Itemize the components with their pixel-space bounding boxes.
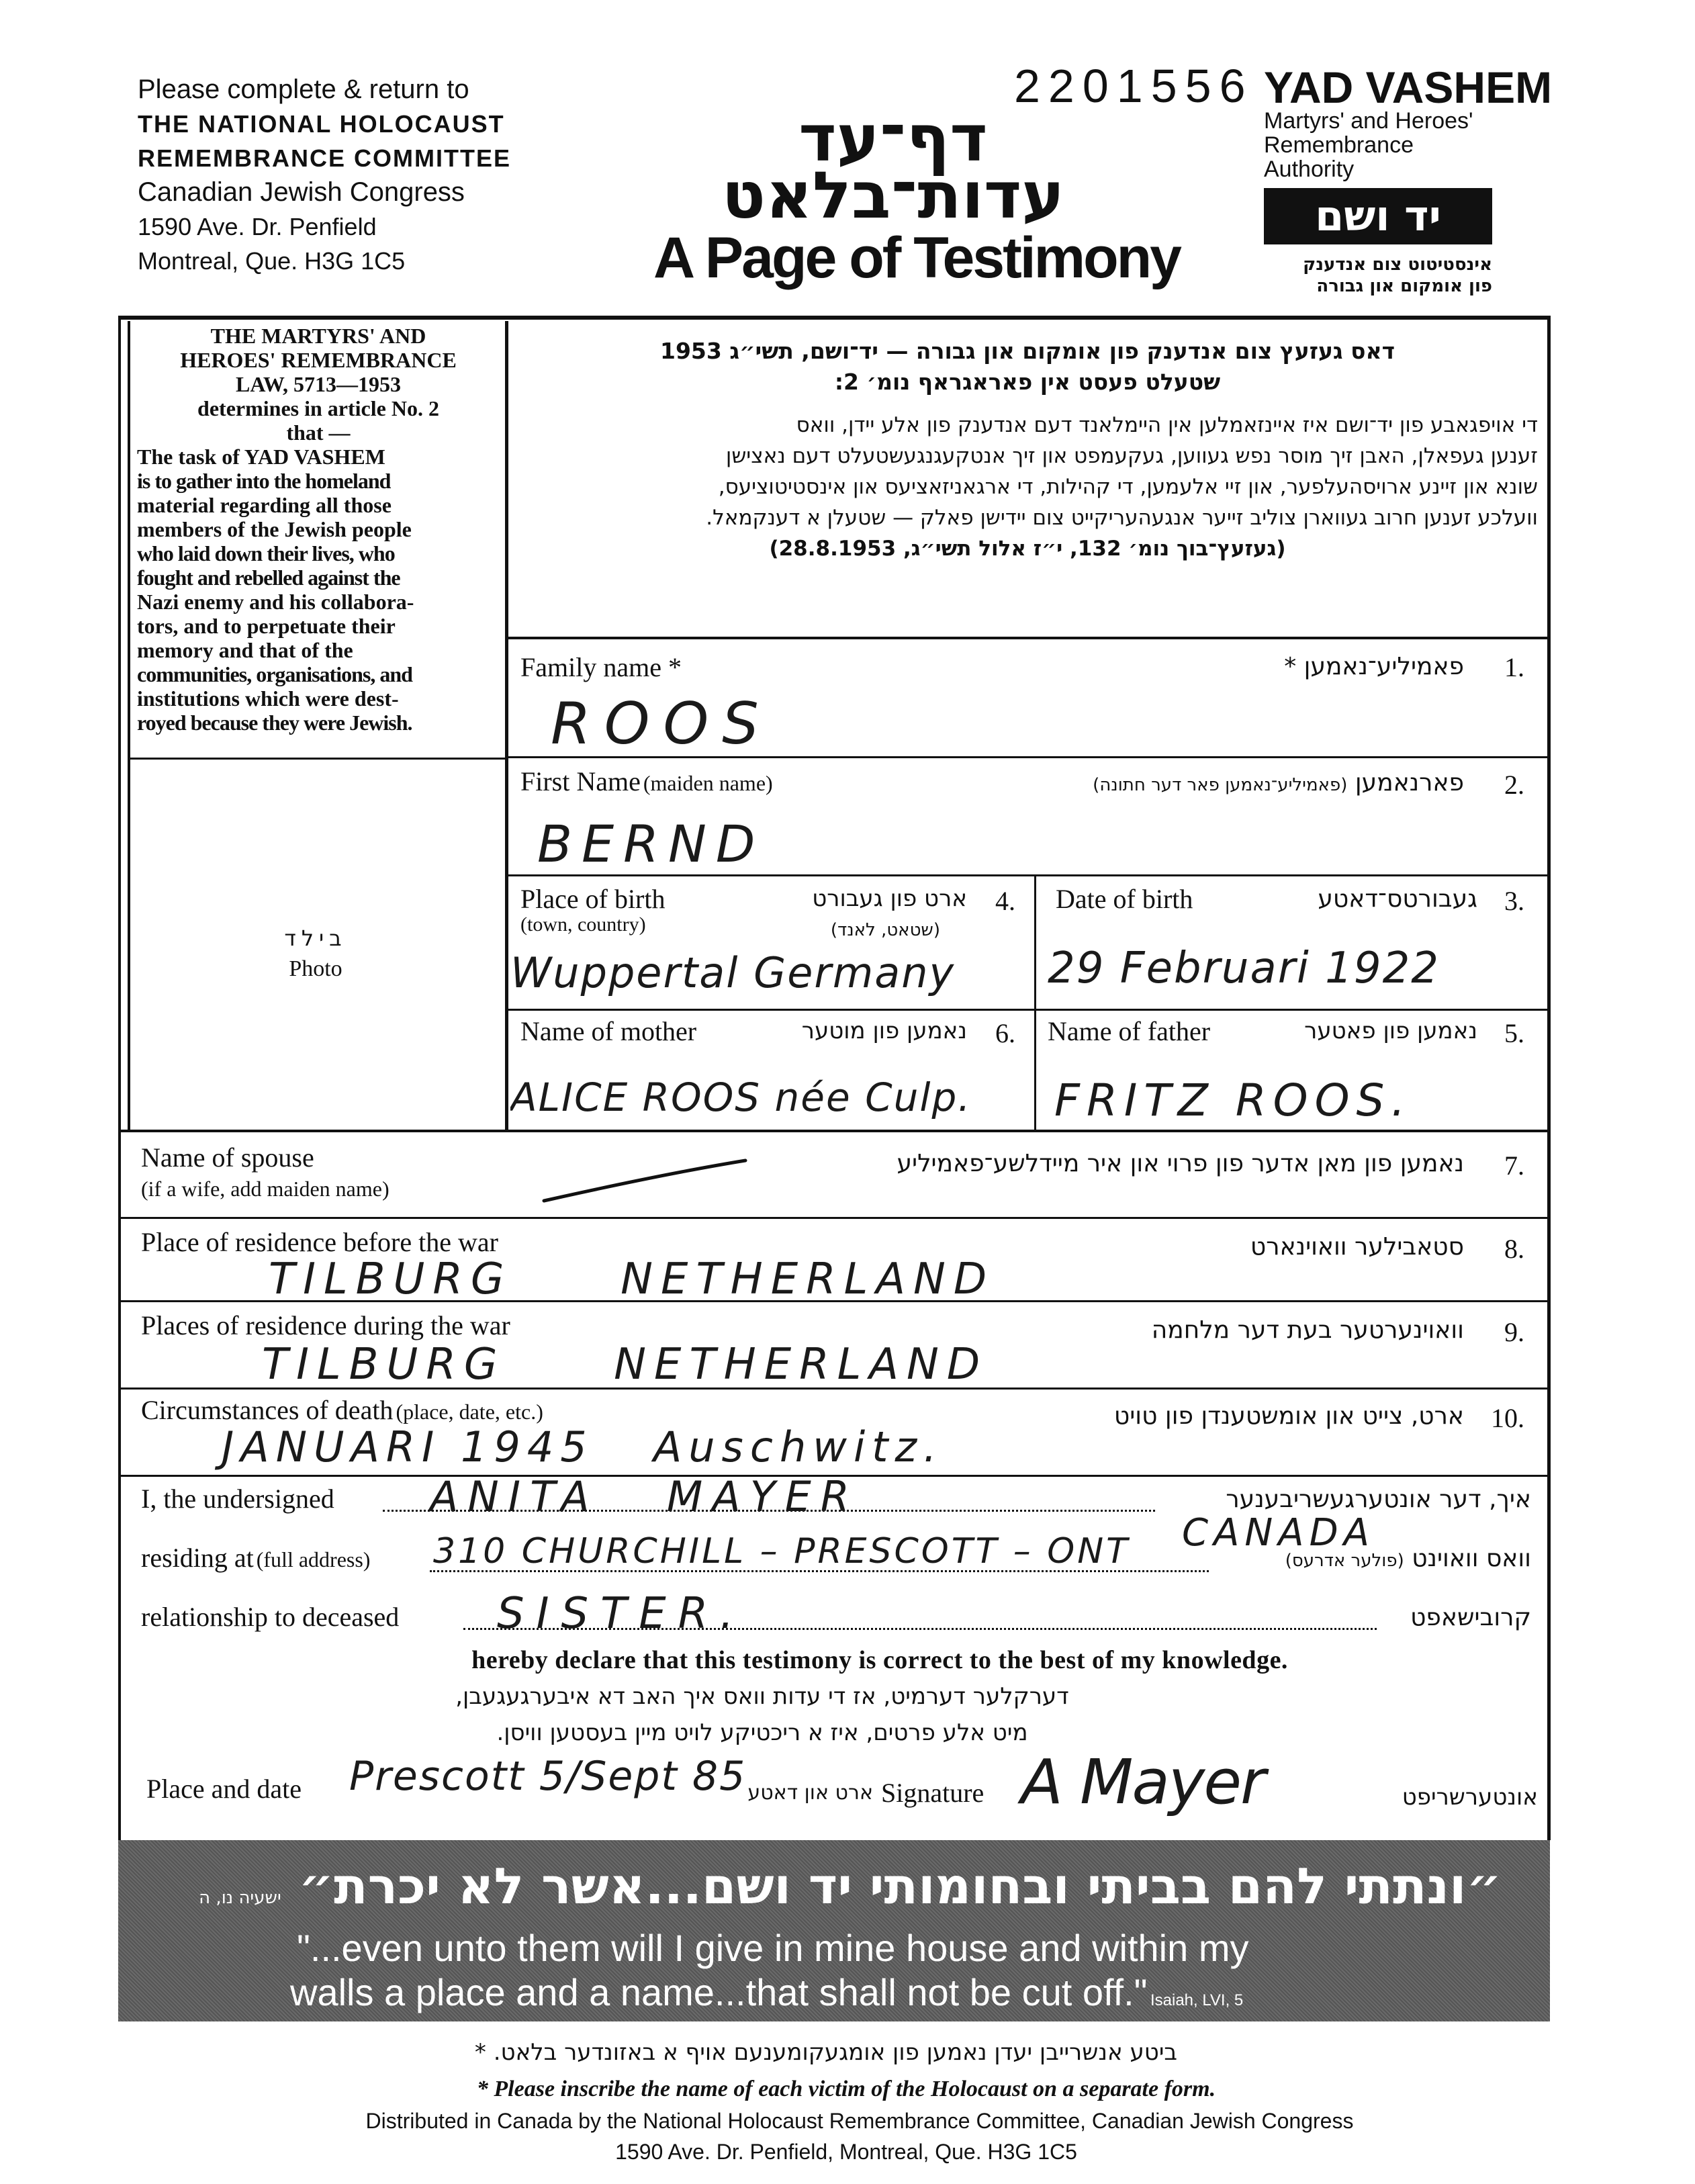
footer-yiddish (363, 2039, 1289, 2066)
law-line: tors, and to perpetuate their (137, 614, 396, 638)
death-circumstances-label-group (141, 1394, 543, 1426)
scripture-banner (118, 1840, 1550, 2021)
residing-label-small: (full address) (256, 1547, 371, 1572)
family-name-yiddish: פאמיליע־נאמען * (1284, 653, 1464, 680)
residence-before-yiddish: סטאבילער וואוינארט (1250, 1233, 1464, 1261)
mother-name-value[interactable]: ALICE ROOS née Culp. (510, 1075, 972, 1120)
return-line: Please complete & return to (138, 75, 469, 104)
family-name-value[interactable]: ROOS (551, 690, 772, 758)
institute-yiddish (1264, 254, 1492, 297)
return-line: THE NATIONAL HOLOCAUST (138, 110, 505, 138)
spouse-yiddish: נאמען פון מאן אדער פון פרוי און איר מיידלשע־פאמיליע (897, 1150, 1464, 1177)
frame-right (1547, 316, 1551, 1840)
relationship-label: relationship to deceased (141, 1602, 400, 1632)
first-name-yiddish-small: (פאמיליע־נאמען פאר דער חתונה) (1093, 775, 1348, 795)
mother-name-label: Name of mother (520, 1016, 697, 1046)
address-value[interactable]: 310 CHURCHILL – PRESCOTT – ONT (433, 1531, 1130, 1572)
residing-label-group (141, 1542, 370, 1574)
signature-yiddish: אונטערשריפט (1402, 1784, 1538, 1811)
field-number-2: 2. (1504, 770, 1524, 800)
relationship-yiddish: קרובישאפט (1410, 1604, 1531, 1631)
law-line: THE MARTYRS' AND (210, 324, 426, 348)
law-line: members of the Jewish people (137, 517, 412, 541)
yad-vashem-logo (1264, 188, 1492, 244)
place-of-birth-label-small: (town, country) (520, 913, 646, 936)
address-country-value[interactable]: CANADA (1182, 1511, 1375, 1555)
banner-english-1: "...even unto them will I give in mine house and within my (297, 1927, 1249, 1969)
authority-line: Authority (1264, 156, 1355, 182)
field-number-4: 4. (995, 886, 1015, 916)
institute-line: פון אומקום און גבורה (1316, 276, 1492, 296)
form-number: 2201556 (1014, 60, 1254, 112)
law-line: who laid down their lives, who (137, 541, 395, 565)
residing-yiddish: וואס וואוינט (1412, 1545, 1531, 1572)
banner-hebrew-source: ישעיה נו, ה (199, 1888, 281, 1908)
frame-left-outer (118, 316, 121, 1840)
residence-during-yiddish: וואוינערטער בעת דער מלחמה (1151, 1316, 1464, 1344)
law-line: Nazi enemy and his collabora- (137, 590, 414, 614)
declaration-yiddish-2: מיט אלע פרטים, איז א ריכטיקע לויט מיין בעסטען וויסן. (496, 1719, 1028, 1746)
spouse-dash-stroke (537, 1155, 752, 1209)
rule-after-f7 (118, 1217, 1550, 1219)
residence-during-label: Places of residence during the war (141, 1310, 510, 1340)
place-of-birth-yiddish: ארט פון געבורט (812, 885, 967, 912)
return-line: 1590 Ave. Dr. Penfield (138, 213, 377, 240)
declarant-name-value[interactable]: ANITA MAYER (430, 1472, 859, 1521)
law-line: institutions which were dest- (137, 686, 399, 711)
return-address (138, 73, 511, 278)
footer-asterisk-icon: * (474, 2039, 486, 2066)
date-of-birth-label: Date of birth (1056, 884, 1193, 914)
banner-english-2: walls a place and a name...that shall not be cut off." (290, 1971, 1148, 2013)
law-yiddish (517, 336, 1538, 564)
place-of-birth-label: Place of birth (520, 884, 666, 914)
return-line: Montreal, Que. H3G 1C5 (138, 247, 406, 275)
death-circumstances-value[interactable]: JANUARI 1945 Auschwitz. (222, 1422, 944, 1471)
first-name-yiddish: פארנאמען (1355, 769, 1464, 797)
place-date-label: Place and date (146, 1774, 302, 1804)
authority-text (1264, 109, 1473, 181)
law-line: communities, organisations, and (137, 662, 412, 686)
logo-text: יד ושם (1315, 191, 1441, 240)
footer-english-note-group (376, 2077, 1316, 2102)
return-line: REMEMBRANCE COMMITTEE (138, 144, 511, 172)
family-name-label: Family name * (520, 652, 682, 682)
declaration-yiddish-1: דערקלער דערמיט, אז די עדות וואס איך האב דא איבערגעגעבן, (455, 1683, 1069, 1710)
field-number-8: 8. (1504, 1234, 1524, 1264)
death-circumstances-label: Circumstances of death (141, 1395, 394, 1425)
law-line: that — (286, 420, 351, 445)
law-yiddish-line: וועלכע זענען חרוב געווארן צוליב זייער אנגעהעריקייט צום יידישן פאלק — שטעלן א דענקמאל. (706, 506, 1538, 530)
field-number-9: 9. (1504, 1317, 1524, 1347)
father-name-label: Name of father (1048, 1016, 1211, 1046)
banner-english-2-group (290, 1970, 1243, 2014)
declaration-english: hereby declare that this testimony is correct to the best of my knowledge. (471, 1646, 1288, 1674)
first-name-label-small: (maiden name) (643, 771, 773, 795)
law-yiddish-line: (געזעץ־בוך נומ׳ 132, י״ז אלול תשי״ג, 28.8.1953) (769, 537, 1286, 561)
first-name-yiddish-group (873, 769, 1464, 797)
frame-left-inner (128, 321, 130, 1130)
residence-before-label: Place of residence before the war (141, 1227, 498, 1257)
residing-yiddish-group (1202, 1545, 1531, 1572)
date-of-birth-value[interactable]: 29 Februari 1922 (1048, 944, 1440, 993)
authority-line: Remembrance (1264, 132, 1414, 158)
residence-during-value[interactable]: TILBURG NETHERLAND (262, 1340, 989, 1390)
residing-label: residing at (141, 1543, 254, 1573)
undersigned-label: I, the undersigned (141, 1484, 334, 1514)
place-of-birth-value[interactable]: Wuppertal Germany (510, 948, 956, 997)
undersigned-yiddish: איך, דער אונטערגעשריבענער (1226, 1486, 1531, 1513)
rule-after-yiddish (507, 637, 1549, 639)
law-line: is to gather into the homeland (137, 469, 391, 493)
first-name-label: First Name (520, 766, 641, 797)
mother-name-yiddish: נאמען פון מוטער (801, 1017, 967, 1044)
residing-yiddish-small: (פולער אדרעס) (1285, 1551, 1404, 1571)
signature-label: Signature (881, 1778, 984, 1808)
law-line: memory and that of the (137, 638, 353, 662)
rule-after-f2 (507, 874, 1549, 876)
rule-after-parents (118, 1130, 1550, 1132)
place-date-value[interactable]: Prescott 5/Sept 85 (349, 1753, 747, 1800)
field-number-6: 6. (995, 1018, 1015, 1048)
field-number-1: 1. (1504, 652, 1524, 682)
law-line: determines in article No. 2 (197, 396, 439, 420)
banner-hebrew-text: ״ונתתי להם בביתי ובחומותי יד ושם...אשר לא יכרת״ (298, 1858, 1502, 1915)
law-yiddish-line: די אויפגאבע פון יד־ושם איז איינזאמלען אין היימלאנד דעם אנדענק פון אלע יידן, וואס (796, 413, 1538, 437)
residence-before-value[interactable]: TILBURG NETHERLAND (269, 1255, 995, 1304)
law-line: HEROES' REMEMBRANCE (180, 348, 457, 372)
footer-yiddish-text: ביטע אנשרייבן יעדן נאמען פון אומגעקומענעם אויף א באזונדער בלאט. (493, 2039, 1178, 2066)
law-line: fought and rebelled against the (137, 565, 400, 590)
title-yiddish-2: עדות־בלאט (721, 158, 1065, 233)
footer-asterisk-icon: * (476, 2077, 494, 2101)
first-name-value[interactable]: BERND (537, 814, 765, 874)
title-yiddish-1: דף־עד (798, 101, 988, 176)
footer-english-note: Please inscribe the name of each victim of the Holocaust on a separate form. (494, 2077, 1216, 2101)
law-line: LAW, 5713—1953 (236, 372, 401, 396)
father-name-value[interactable]: FRITZ ROOS. (1054, 1075, 1412, 1126)
banner-source-english: Isaiah, LVI, 5 (1150, 1991, 1244, 2009)
place-of-birth-yiddish-small: (שטאט, לאנד) (830, 920, 940, 940)
rule-birth-vertical (1034, 874, 1036, 1130)
authority-line: Martyrs' and Heroes' (1264, 108, 1473, 134)
father-name-yiddish: נאמען פון פאטער (1304, 1017, 1477, 1044)
spouse-label: Name of spouse (141, 1142, 314, 1173)
return-line: Canadian Jewish Congress (138, 177, 465, 207)
law-line: royed because they were Jewish. (137, 711, 412, 735)
institute-line: אינסטיטוט צום אנדענק (1303, 255, 1492, 275)
banner-hebrew (118, 1858, 1502, 1915)
death-circumstances-label-small: (place, date, etc.) (396, 1400, 543, 1424)
rule-after-birth (507, 1009, 1549, 1011)
footer-distributed: Distributed in Canada by the National Holocaust Remembrance Committee, Canadian Jewish Congress (365, 2109, 1354, 2133)
field-number-7: 7. (1504, 1150, 1524, 1181)
photo-yiddish: בילד (284, 925, 347, 951)
law-yiddish-line: שונא און זיינע ארויסהעלפער, און זיי אלעמען, די קהילות, די ארגאניזאציעס און אינסטיטוציעס, (718, 475, 1538, 499)
field-number-3: 3. (1504, 886, 1524, 916)
relationship-value[interactable]: SISTER. (497, 1589, 746, 1639)
place-date-yiddish: ארט און דאטע (747, 1781, 873, 1805)
law-box-bottom (128, 758, 507, 760)
field-number-10: 10. (1491, 1403, 1524, 1433)
date-of-birth-yiddish: געבורטס־דאטע (1318, 885, 1477, 913)
law-line: The task of YAD VASHEM (137, 445, 385, 469)
law-english (137, 324, 500, 735)
field-number-5: 5. (1504, 1018, 1524, 1048)
yad-vashem-title: YAD VASHEM (1264, 62, 1553, 112)
footer-address: 1590 Ave. Dr. Penfield, Montreal, Que. H3G 1C5 (615, 2140, 1077, 2164)
law-line: material regarding all those (137, 493, 392, 517)
signature-value[interactable]: A Mayer (1021, 1746, 1265, 1818)
death-circumstances-yiddish: ארט, צייט און אומשטענדן פון טויט (1113, 1402, 1464, 1430)
law-yiddish-line: שטעלט פעסט אין פאראגראף נומ׳ 2: (834, 369, 1221, 395)
spouse-label-small: (if a wife, add maiden name) (141, 1177, 390, 1201)
photo-label: Photo (289, 956, 342, 981)
first-name-label-group (520, 766, 773, 797)
law-yiddish-line: דאס געזעץ צום אנדענק פון אומקום און גבורה — יד־ושם, תשי״ג 1953 (659, 338, 1395, 364)
title-english: A Page of Testimony (653, 226, 1181, 290)
law-yiddish-line: זענען געפאלן, האבן זיך מוסר נפש געווען, געקעמפט און זיך אנטקעגנגעשטעלט דעם נאצישן (725, 444, 1538, 468)
frame-top (118, 316, 1550, 320)
